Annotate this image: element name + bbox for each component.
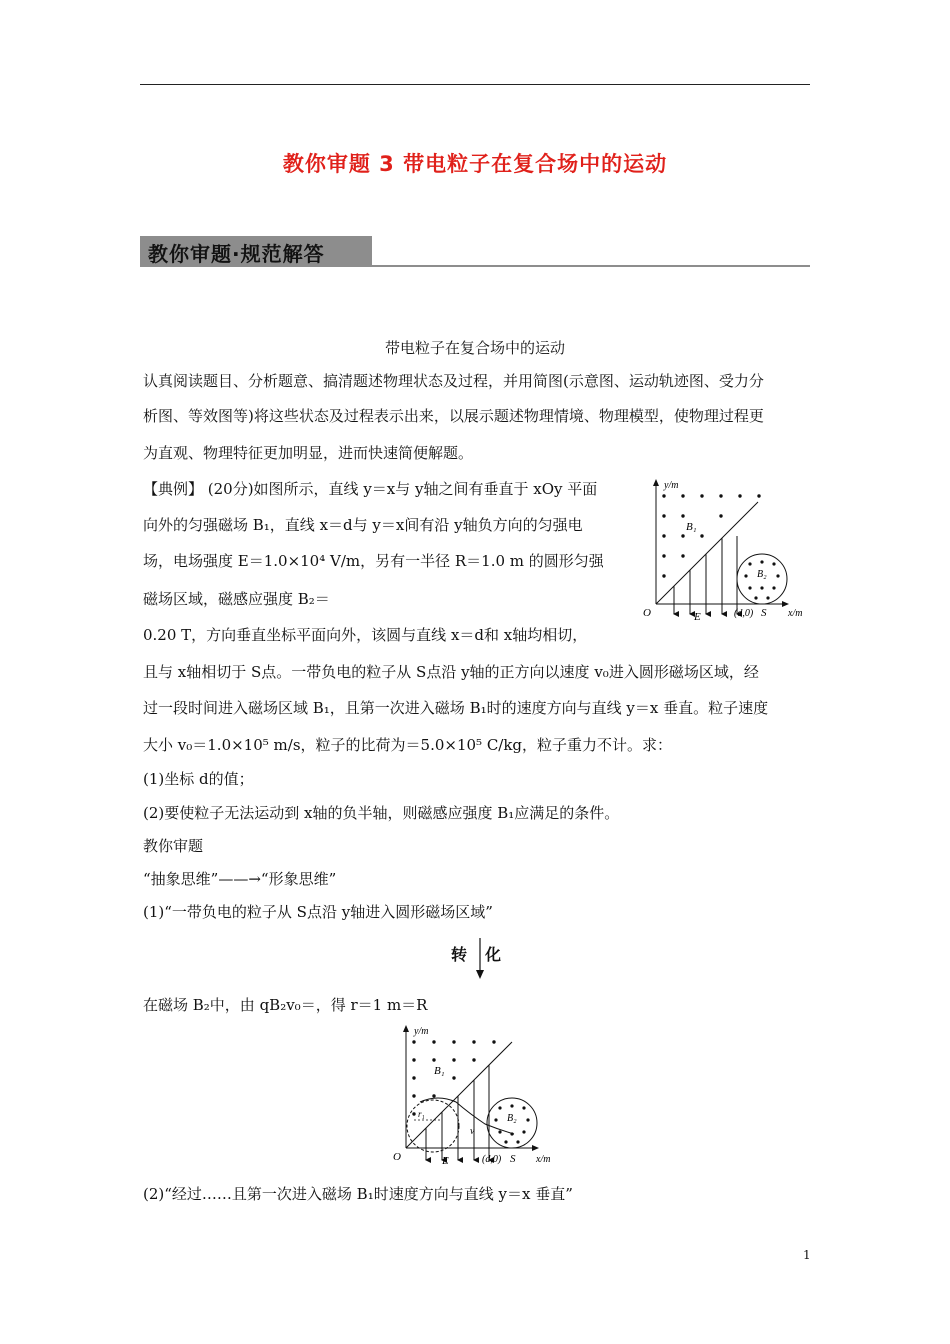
fig1-e-label: E — [694, 611, 701, 622]
example-line-8: 大小 v₀＝1.0×10⁵ m/s，粒子的比荷为＝5.0×10⁵ C/kg，粒子重力不计。求： — [143, 736, 673, 754]
fig2-b2-field-dots — [494, 1104, 529, 1143]
x-axis-arrow-icon — [782, 601, 789, 607]
intro-line-1: 认真阅读题目、分析题意、搞清题述物理状态及过程，并用简图(示意图、运动轨迹图、受力分 — [143, 372, 764, 390]
fig1-b1-label: B₁ — [686, 521, 697, 533]
fig2-x-label: x/m — [536, 1154, 551, 1165]
fig2-s-label: S — [510, 1153, 516, 1165]
down-arrow-icon — [475, 938, 485, 980]
fig1-origin-label: O — [643, 607, 651, 619]
step-2-quote: (2)“经过……且第一次进入磁场 B₁时速度方向与直线 y＝x 垂直” — [143, 1185, 573, 1203]
fig2-origin-label: O — [393, 1151, 401, 1163]
fig2-d-label: (d,0) — [482, 1154, 502, 1165]
after-line-1: 在磁场 B₂中，由 qB₂v₀＝，得 r＝1 m＝R — [143, 996, 428, 1014]
example-line-6: 且与 x轴相切于 S点。一带负电的粒子从 S点沿 y轴的正方向以速度 v₀进入圆形磁场区域，经 — [143, 663, 759, 681]
fig2-e-field-arrows — [426, 1065, 489, 1160]
fig2-x-axis-arrow-icon — [532, 1145, 539, 1151]
fig2-y-axis-arrow-icon — [403, 1025, 409, 1032]
y-axis-arrow-icon — [653, 479, 659, 486]
question-1: (1)坐标 d的值； — [143, 770, 254, 788]
fig2-trajectory — [420, 1098, 514, 1134]
step-1-quote: (1)“一带负电的粒子从 S点沿 y轴进入圆形磁场区域” — [143, 903, 493, 921]
example-line-5: 0.20 T，方向垂直坐标平面向外，该圆与直线 x＝d和 x轴均相切， — [143, 626, 588, 644]
question-2: (2)要使粒子无法运动到 x轴的负半轴，则磁感应强度 B₁应满足的条件。 — [143, 804, 620, 822]
example-line-3: 场，电场强度 E＝1.0×10⁴ V/m，另有一半径 R＝1.0 m 的圆形匀强 — [143, 552, 604, 570]
transform-arrow — [449, 938, 509, 980]
example-line-2: 向外的匀强磁场 B₁，直线 x＝d与 y＝x间有沿 y轴负方向的匀强电 — [143, 516, 583, 534]
fig2-r1-label: r₁ — [418, 1109, 425, 1119]
fig2-v-label: v — [470, 1126, 475, 1137]
banner-text: 教你审题·规范解答 — [148, 242, 325, 266]
fig2-e-label: E — [442, 1155, 449, 1167]
fig2-line-y-equals-x — [406, 1042, 512, 1148]
fig1-d-label: (d,0) — [734, 608, 754, 619]
review-heading: 教你审题 — [143, 837, 204, 855]
transform-left-char: 转 — [451, 945, 468, 964]
figure-1-diagram — [640, 476, 812, 622]
example-line-7: 过一段时间进入磁场区域 B₁，且第一次进入磁场 B₁时的速度方向与直线 y＝x 垂直。粒子速度 — [143, 699, 769, 717]
transform-right-char: 化 — [485, 945, 502, 964]
intro-line-3: 为直观、物理特征更加明显，进而快速简便解题。 — [143, 444, 474, 462]
fig2-y-label: y/m — [414, 1026, 429, 1037]
fig1-s-label: S — [761, 607, 767, 619]
page-number: 1 — [803, 1248, 811, 1262]
line-y-equals-x — [656, 502, 758, 604]
section-banner — [140, 236, 810, 268]
page-title: 教你审题 3 带电粒子在复合场中的运动 — [282, 152, 668, 176]
fig2-b2-label: B₂ — [507, 1113, 517, 1124]
example-line-1: 【典例】 (20分)如图所示，直线 y＝x与 y轴之间有垂直于 xOy 平面 — [143, 480, 598, 498]
b2-field-dots — [744, 560, 779, 599]
intro-line-2: 析图、等效图等)将这些状态及过程表示出来，以展示题述物理情境、物理模型，使物理过程更 — [143, 407, 764, 425]
fig2-r1-dashed-circle — [407, 1100, 459, 1152]
figure-2-diagram — [390, 1022, 560, 1168]
fig1-b2-label: B₂ — [757, 569, 767, 580]
header-rule — [140, 84, 810, 85]
fig1-y-label: y/m — [664, 480, 679, 491]
b1-field-dots — [662, 494, 760, 577]
fig2-b1-field-dots — [412, 1040, 495, 1115]
thinking-line: “抽象思维”——→“形象思维” — [143, 870, 337, 888]
example-line-4: 磁场区域，磁感应强度 B₂＝ — [143, 590, 330, 608]
e-field-arrows — [674, 536, 737, 614]
fig2-b1-label: B₁ — [434, 1065, 445, 1077]
section-subtitle: 带电粒子在复合场中的运动 — [384, 339, 565, 357]
fig1-x-label: x/m — [788, 608, 803, 619]
